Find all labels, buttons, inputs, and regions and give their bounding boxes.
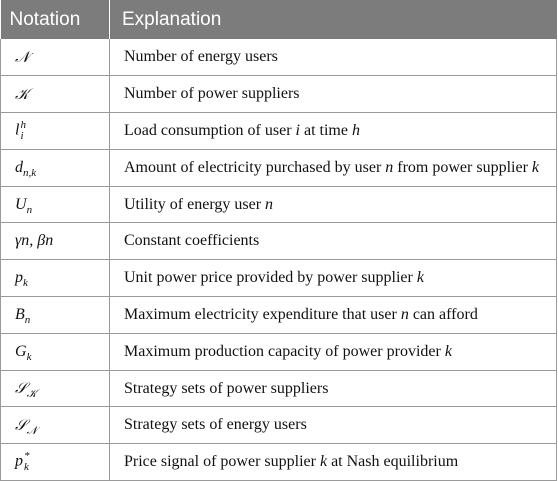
notation-cell: [1, 223, 110, 260]
table-row: [1, 297, 557, 334]
table-row: [1, 223, 557, 260]
notation-cell: [1, 260, 110, 297]
notation-symbol: p: [15, 452, 23, 470]
notation-subscript: n: [24, 314, 31, 327]
notation-symbol: G: [15, 342, 27, 360]
explanation-cell: Number of power suppliers: [110, 76, 557, 113]
notation-cell: [1, 444, 110, 481]
explanation-cell: Price signal of power supplier k at Nash equilibrium: [110, 444, 557, 481]
notation-cell: [1, 39, 110, 76]
header-row: [1, 0, 557, 39]
notation-subscript: i: [20, 129, 24, 142]
notation-cell: [1, 297, 110, 334]
notation-symbol: γn, βn: [15, 232, 54, 250]
notation-superscript: *: [24, 450, 30, 463]
explanation-cell: Maximum production capacity of power provider k: [110, 333, 557, 370]
table-row: [1, 39, 557, 76]
table-row: [1, 76, 557, 113]
notation-symbol: l: [15, 121, 20, 139]
notation-subscript: k: [26, 350, 32, 363]
explanation-cell: Amount of electricity purchased by user n from power supplier k: [110, 149, 557, 186]
notation-cell: [1, 370, 110, 407]
notation-header: Notation: [1, 0, 110, 39]
explanation-cell: Constant coefficients: [110, 223, 557, 260]
explanation-cell: Strategy sets of power suppliers: [110, 370, 557, 407]
notation-symbol: d: [15, 158, 23, 176]
table-row: [1, 370, 557, 407]
notation-symbol: 𝒮: [15, 379, 27, 398]
notation-symbol: U: [15, 195, 27, 213]
notation-superscript: h: [20, 118, 26, 131]
table-row: [1, 186, 557, 223]
notation-subscript: k: [23, 277, 28, 290]
explanation-cell: Utility of energy user n: [110, 186, 557, 223]
explanation-cell: Maximum electricity expenditure that user n can afford: [110, 297, 557, 334]
notation-cell: [1, 76, 110, 113]
notation-subscript: n,k: [23, 166, 37, 179]
notation-symbol: p: [15, 269, 23, 287]
notation-subscript: k: [24, 461, 29, 474]
notation-subscript: 𝒩: [26, 424, 38, 438]
notation-symbol: 𝒦: [15, 84, 29, 103]
table-row: [1, 113, 557, 150]
explanation-cell: Unit power price provided by power supplier k: [110, 260, 557, 297]
notation-symbol: B: [15, 305, 25, 323]
notation-subscript: 𝒦: [26, 387, 37, 401]
notation-cell: [1, 333, 110, 370]
notation-symbol: 𝒮: [15, 415, 27, 434]
explanation-cell: Strategy sets of energy users: [110, 407, 557, 444]
table-body: [1, 39, 557, 481]
notation-cell: [1, 149, 110, 186]
notation-symbol: 𝒩: [15, 47, 30, 66]
notation-cell: [1, 407, 110, 444]
notation-cell: [1, 113, 110, 150]
explanation-header: Explanation: [110, 0, 557, 39]
explanation-cell: Number of energy users: [110, 39, 557, 76]
notation-subscript: n: [26, 203, 33, 216]
notation-cell: [1, 186, 110, 223]
table-row: [1, 444, 557, 481]
explanation-cell: Load consumption of user i at time h: [110, 113, 557, 150]
table-row: [1, 333, 557, 370]
table-row: [1, 407, 557, 444]
table-row: [1, 260, 557, 297]
table-row: [1, 149, 557, 186]
